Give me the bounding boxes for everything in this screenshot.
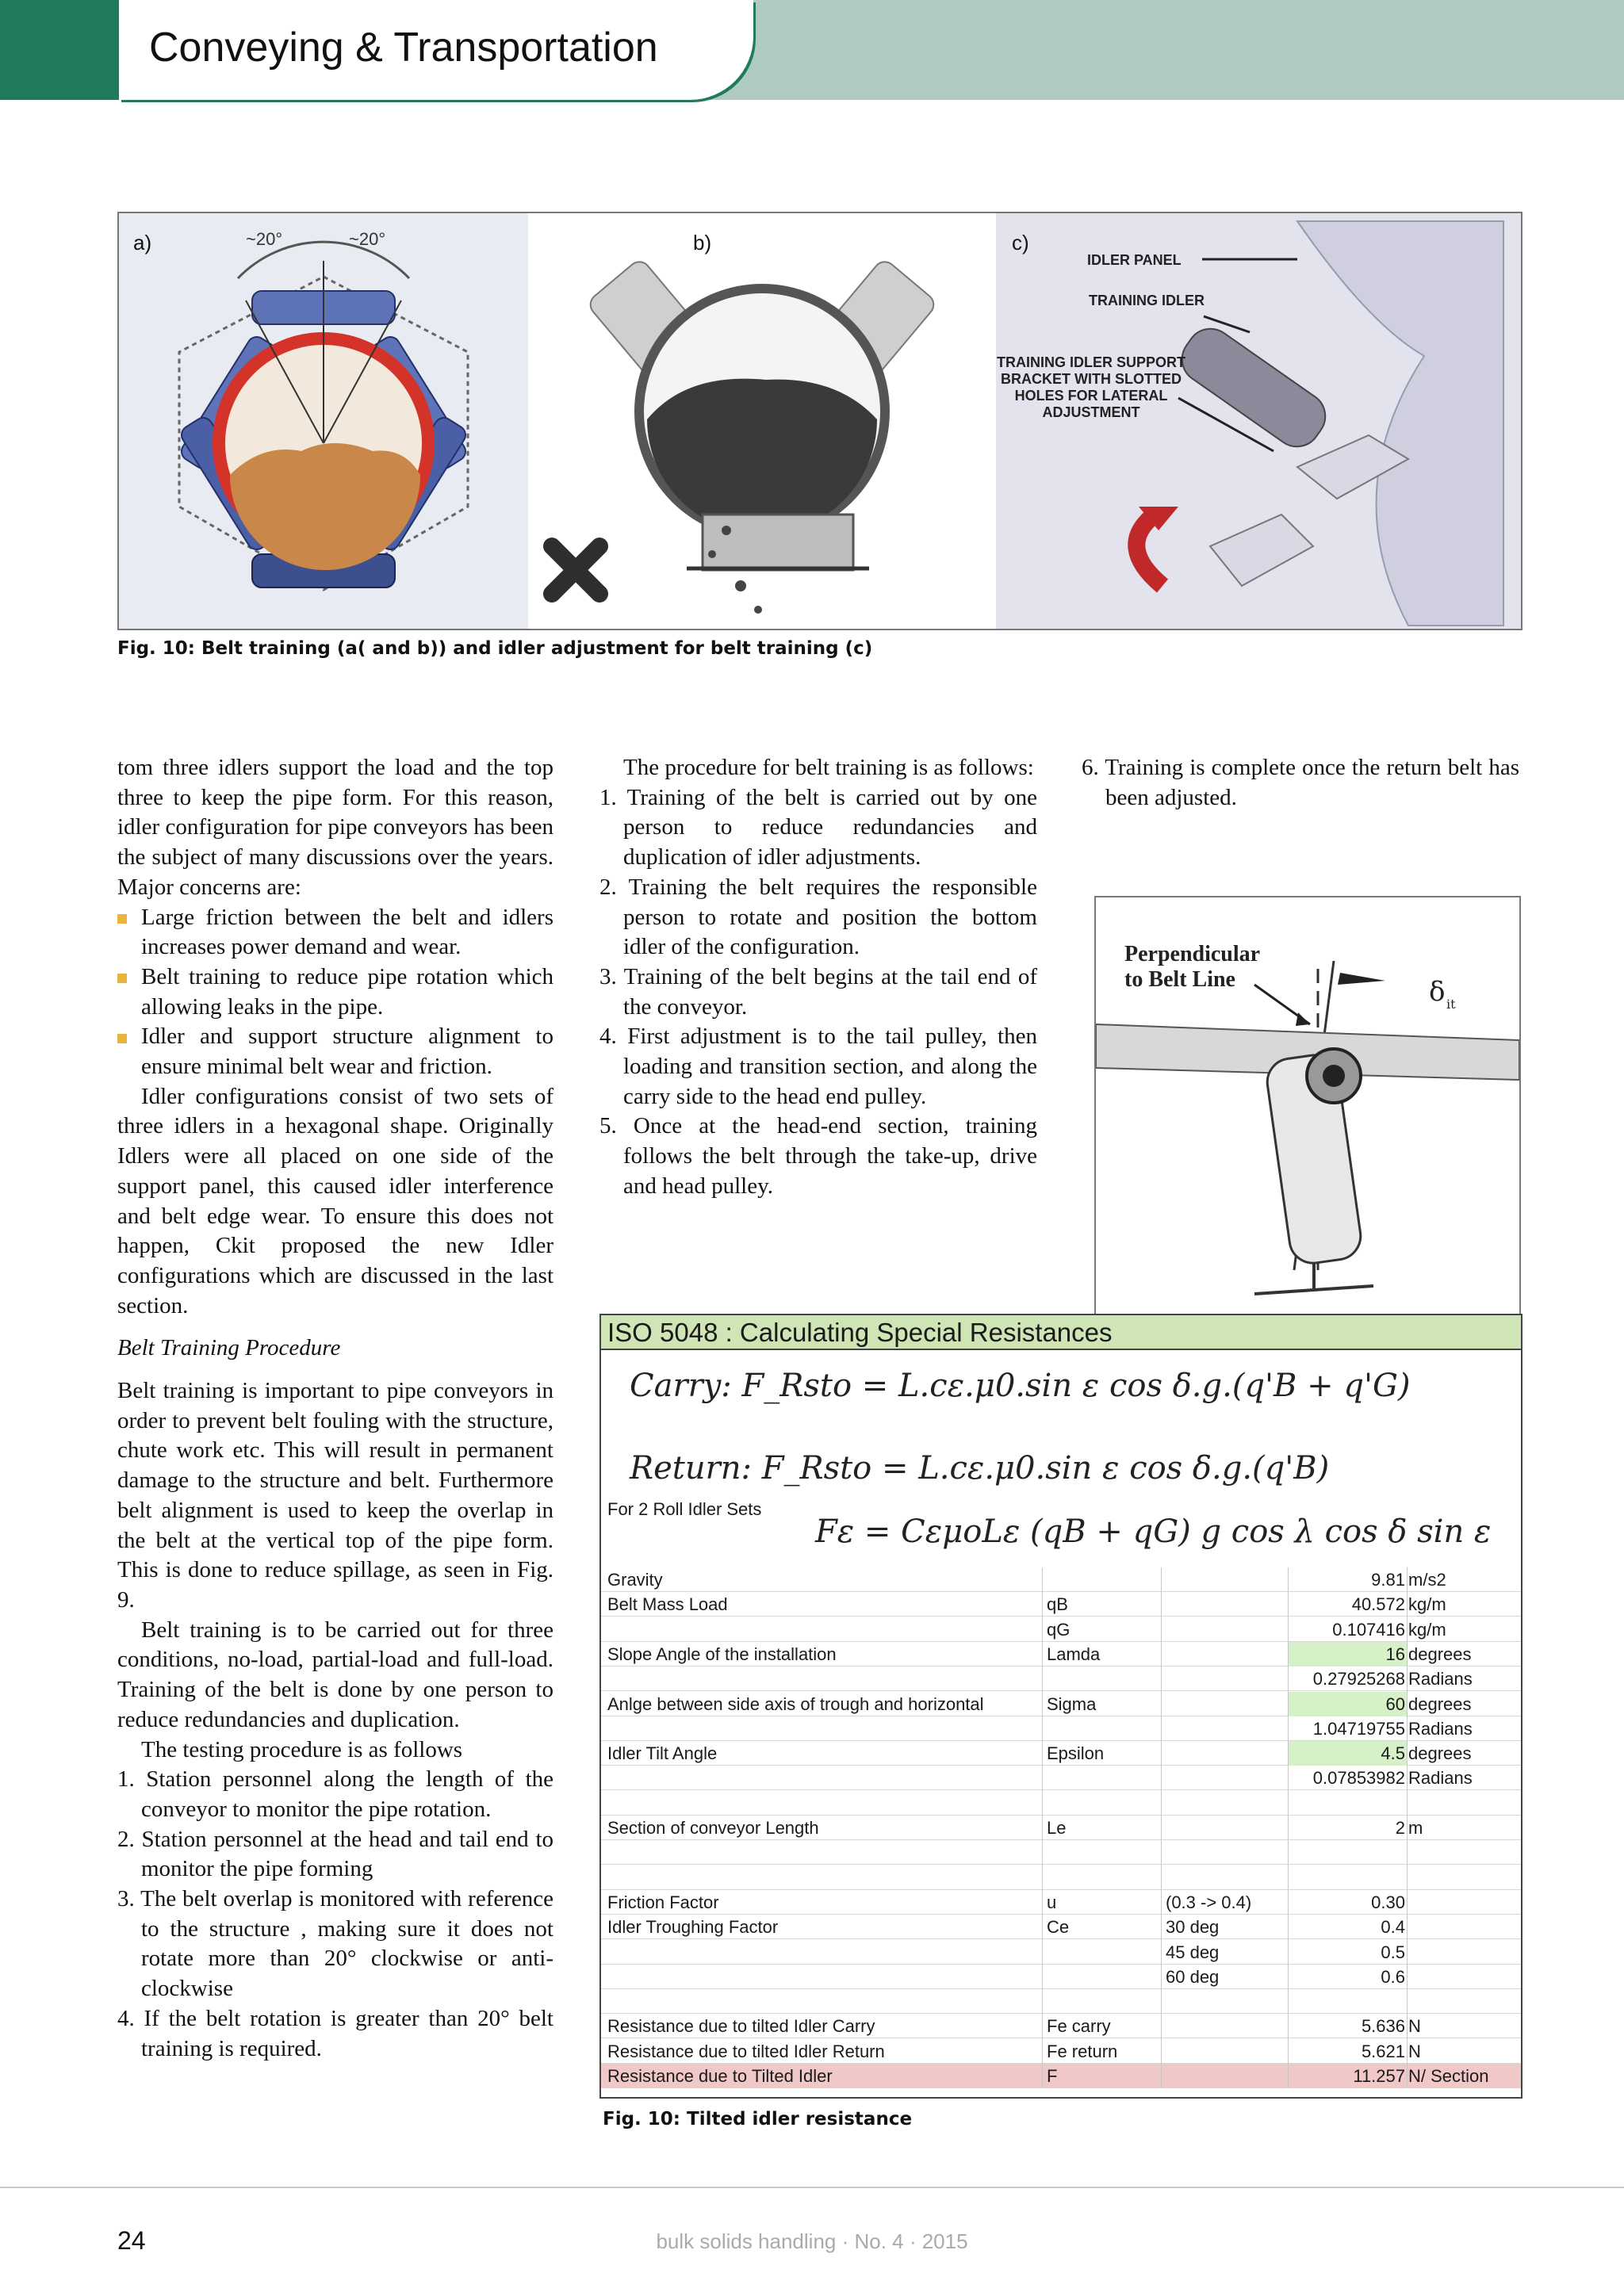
- panel-c: [996, 213, 1521, 629]
- table-cell-sym: qG: [1047, 1619, 1071, 1640]
- angle-label-right: ~20°: [349, 229, 386, 249]
- table-cell-label: Friction Factor: [607, 1892, 719, 1912]
- table-cell-unit: N: [1408, 2016, 1421, 2037]
- col2-list-item: 2. Training the belt requires the responsible person to rotate and position the bottom idler of the configuration.: [599, 874, 1037, 960]
- section-heading: Belt Training Procedure: [117, 1335, 341, 1361]
- pipe-hexagon-illustration: [119, 213, 528, 629]
- table-cell-unit: kg/m: [1408, 1594, 1446, 1615]
- table-cell-sym: u: [1047, 1892, 1057, 1912]
- table-cell-label: Belt Mass Load: [607, 1594, 728, 1615]
- table-cell-sym: Le: [1047, 1818, 1067, 1838]
- col2-list-item: 4. First adjustment is to the tail pulley, then loading and transition section, and along the carry side to the head end pulley.: [599, 1024, 1037, 1109]
- diagram-label-belt-line: to Belt Line: [1124, 967, 1235, 992]
- table-cell-unit: N: [1408, 2041, 1421, 2061]
- table-cell-unit: kg/m: [1408, 1619, 1446, 1640]
- table-column-divider: [1042, 1567, 1043, 2088]
- table-caption: Fig. 10: Tilted idler resistance: [603, 2109, 913, 2130]
- table-cell-value: 11.257: [1353, 2066, 1405, 2086]
- table-cell-label: Section of conveyor Length: [607, 1818, 819, 1838]
- journal-footer: bulk solids handling · No. 4 · 2015: [656, 2229, 968, 2253]
- table-cell-note: 45 deg: [1166, 1942, 1220, 1962]
- diagram-label-delta-sub: it: [1446, 997, 1456, 1012]
- col1-paragraph-4: Belt training is to be carried out for three conditions, no-load, partial-load and full-load. Training of the belt is done by one person to reduce redundancies and duplication.: [117, 1617, 553, 1732]
- table-cell-value: 0.107416: [1332, 1619, 1405, 1640]
- table-cell-value: 0.5: [1381, 1942, 1405, 1962]
- col1-paragraph-3: Belt training is important to pipe conveyors in order to prevent belt fouling with the structure, chute work etc. This will result in permanent damage to the structure and belt. Furthermore belt alignment is used to keep the overlap in the belt at the vertical top of the pipe form. This is done to reduce spillage, as seen in Fig. 9.: [117, 1378, 553, 1613]
- diagram-label-perpendicular: Perpendicular: [1124, 942, 1261, 966]
- table-cell-label: Slope Angle of the installation: [607, 1644, 837, 1664]
- table-row: [601, 1692, 1521, 1716]
- table-row: [601, 1642, 1521, 1667]
- panel-c-label: c): [1012, 231, 1029, 254]
- table-row: [601, 1617, 1521, 1642]
- table-cell-unit: m: [1408, 1818, 1423, 1838]
- table-cell-sym: F: [1047, 2066, 1058, 2086]
- table-cell-sym: Fe return: [1047, 2041, 1118, 2061]
- col1-list-item: 3. The belt overlap is monitored with reference to the structure , making sure it does not rotate more than 20° clockwise or anti-clockwise: [117, 1886, 553, 2002]
- bullet-square-icon: [117, 974, 127, 983]
- table-row: [601, 1567, 1521, 1592]
- panel-b-label: b): [693, 231, 712, 254]
- table-column-divider: [1407, 1567, 1408, 2088]
- idler-adjustment-illustration: [996, 213, 1521, 629]
- col2-paragraph-1: The procedure for belt training is as follows:: [623, 755, 1034, 780]
- diagram-label-delta: δ: [1429, 976, 1446, 1008]
- table-cell-value: 5.636: [1361, 2016, 1405, 2037]
- col1-bullet: Idler and support structure alignment to ensure minimal belt wear and friction.: [117, 1022, 553, 1081]
- col1-paragraph-5: The testing procedure is as follows: [141, 1736, 463, 1762]
- table-row: [601, 2014, 1521, 2038]
- table-cell-value: 5.621: [1361, 2041, 1405, 2061]
- col3-list-item: 6. Training is complete once the return belt has been adjusted.: [1082, 755, 1519, 810]
- bullet-square-icon: [117, 914, 127, 924]
- table-row: [601, 1866, 1521, 1890]
- col1-list-item: 1. Station personnel along the length of the conveyor to monitor the pipe rotation.: [117, 1766, 553, 1822]
- angle-label-left: ~20°: [246, 229, 283, 249]
- table-subtitle: For 2 Roll Idler Sets: [607, 1499, 762, 1519]
- col1-bullet: Large friction between the belt and idlers increases power demand and wear.: [117, 903, 553, 962]
- table-cell-value: 0.30: [1371, 1892, 1405, 1912]
- table-cell-value: 4.5: [1381, 1743, 1405, 1764]
- table-cell-value: 1.04719755: [1312, 1718, 1405, 1739]
- table-row: [601, 1667, 1521, 1691]
- table-row: [601, 1940, 1521, 1965]
- table-cell-unit: Radians: [1408, 1669, 1473, 1689]
- column-1: [117, 753, 553, 2064]
- belt-mistracking-illustration: [528, 213, 996, 629]
- table-row: [601, 1965, 1521, 1989]
- table-cell-label: Gravity: [607, 1570, 663, 1590]
- table-cell-sym: Lamda: [1047, 1644, 1101, 1664]
- tilted-idler-diagram: [1094, 896, 1521, 1318]
- col2-list-item: 5. Once at the head-end section, training follows the belt through the take-up, drive and head pulley.: [599, 1113, 1037, 1199]
- table-row: [601, 1592, 1521, 1617]
- table-cell-value: 40.572: [1351, 1594, 1405, 1615]
- table-title: ISO 5048 : Calculating Special Resistances: [601, 1315, 1521, 1350]
- table-row: [601, 1766, 1521, 1790]
- panel-a: [119, 213, 528, 629]
- table-cell-label: Idler Troughing Factor: [607, 1917, 779, 1938]
- table-cell-unit: N/ Section: [1408, 2066, 1489, 2086]
- col1-bullet: Belt training to reduce pipe rotation which allowing leaks in the pipe.: [117, 962, 553, 1022]
- table-cell-unit: degrees: [1408, 1743, 1472, 1764]
- table-cell-sym: Sigma: [1047, 1693, 1097, 1714]
- callout-idler-panel: IDLER PANEL: [1087, 252, 1182, 268]
- table-cell-value: 2: [1395, 1818, 1405, 1838]
- column-3: [1082, 753, 1519, 813]
- figure-belt-training: [117, 212, 1522, 630]
- table-cell-note: 30 deg: [1166, 1917, 1220, 1938]
- figure-10-caption: Fig. 10: Belt training (a( and b)) and idler adjustment for belt training (c): [117, 638, 873, 659]
- col1-paragraph-1: tom three idlers support the load and the top three to keep the pipe form. For this reason, idler configuration for pipe conveyors has been the subject of many discussions over the years. Major concerns are:: [117, 755, 553, 900]
- table-row: [601, 2064, 1521, 2088]
- table-row: [601, 1716, 1521, 1741]
- table-cell-unit: Radians: [1408, 1768, 1473, 1789]
- table-cell-sym: Fe carry: [1047, 2016, 1111, 2037]
- formula-fe: Fε = CεμoLε (qB + qG) g cos λ cos δ sin ε: [815, 1513, 1492, 1550]
- table-cell-unit: m/s2: [1408, 1570, 1446, 1590]
- table-cell-value: 60: [1385, 1693, 1405, 1714]
- table-cell-label: Idler Tilt Angle: [607, 1743, 718, 1764]
- table-row: [601, 1791, 1521, 1816]
- header-accent: [0, 0, 119, 100]
- table-row: [601, 1840, 1521, 1865]
- callout-support-bracket: TRAINING IDLER SUPPORT BRACKET WITH SLOTTED HOLES FOR LATERAL ADJUSTMENT: [996, 354, 1185, 420]
- table-cell-label: Anlge between side axis of trough and horizontal: [607, 1693, 984, 1714]
- col2-list-item: 3. Training of the belt begins at the tail end of the conveyor.: [599, 963, 1037, 1020]
- formula-carry: Carry: F_Rsto = L.cε.μ0.sin ε cos δ.g.(q'B + q'G): [630, 1368, 1411, 1404]
- table-cell-unit: degrees: [1408, 1644, 1472, 1664]
- panel-b: [528, 213, 996, 629]
- table-cell-note: (0.3 -> 0.4): [1166, 1892, 1252, 1912]
- table-cell-value: 9.81: [1371, 1570, 1405, 1590]
- table-row: [601, 1816, 1521, 1840]
- table-cell-unit: Radians: [1408, 1718, 1473, 1739]
- page-number: 24: [117, 2226, 146, 2255]
- table-cell-value: 0.4: [1381, 1917, 1405, 1938]
- table-cell-value: 0.27925268: [1312, 1669, 1405, 1689]
- table-row: [601, 1989, 1521, 2014]
- table-cell-sym: Epsilon: [1047, 1743, 1105, 1764]
- col2-list-item: 1. Training of the belt is carried out by one person to reduce redundancies and duplication of idler adjustments.: [599, 784, 1037, 871]
- section-title: Conveying & Transportation: [149, 25, 658, 71]
- table-cell-label: Resistance due to tilted Idler Return: [607, 2041, 885, 2061]
- col1-list-item: 4. If the belt rotation is greater than 20° belt training is required.: [117, 2005, 553, 2061]
- formula-return: Return: F_Rsto = L.cε.μ0.sin ε cos δ.g.(q'B): [630, 1450, 1330, 1487]
- iso-5048-table: [599, 1314, 1522, 2099]
- table-cell-unit: degrees: [1408, 1693, 1472, 1714]
- table-cell-label: Resistance due to Tilted Idler: [607, 2066, 833, 2086]
- table-cell-value: 0.6: [1381, 1966, 1405, 1987]
- table-cell-note: 60 deg: [1166, 1966, 1220, 1987]
- table-row: [601, 1915, 1521, 1939]
- table-row: [601, 2039, 1521, 2064]
- column-2: [599, 753, 1037, 1202]
- table-row: [601, 1890, 1521, 1915]
- footer-rule: [0, 2187, 1624, 2188]
- table-column-divider: [1161, 1567, 1162, 2088]
- table-cell-label: Resistance due to tilted Idler Carry: [607, 2016, 875, 2037]
- callout-training-idler: TRAINING IDLER: [1089, 293, 1205, 308]
- table-row: [601, 1741, 1521, 1766]
- bullet-square-icon: [117, 1034, 127, 1043]
- panel-a-label: a): [133, 231, 152, 254]
- table-cell-sym: qB: [1047, 1594, 1068, 1615]
- table-column-divider: [1288, 1567, 1289, 2088]
- col1-paragraph-2: Idler configurations consist of two sets of three idlers in a hexagonal shape. Originally Idlers were all placed on one side of the support panel, this caused idler interference and belt edge wear. To ensure this does not happen, Ckit proposed the new Idler configurations which are discussed in the last section.: [117, 1083, 553, 1318]
- table-cell-sym: Ce: [1047, 1917, 1070, 1938]
- table-cell-value: 0.07853982: [1312, 1768, 1405, 1789]
- table-cell-value: 16: [1385, 1644, 1405, 1664]
- col1-list-item: 2. Station personnel at the head and tail end to monitor the pipe forming: [117, 1826, 553, 1882]
